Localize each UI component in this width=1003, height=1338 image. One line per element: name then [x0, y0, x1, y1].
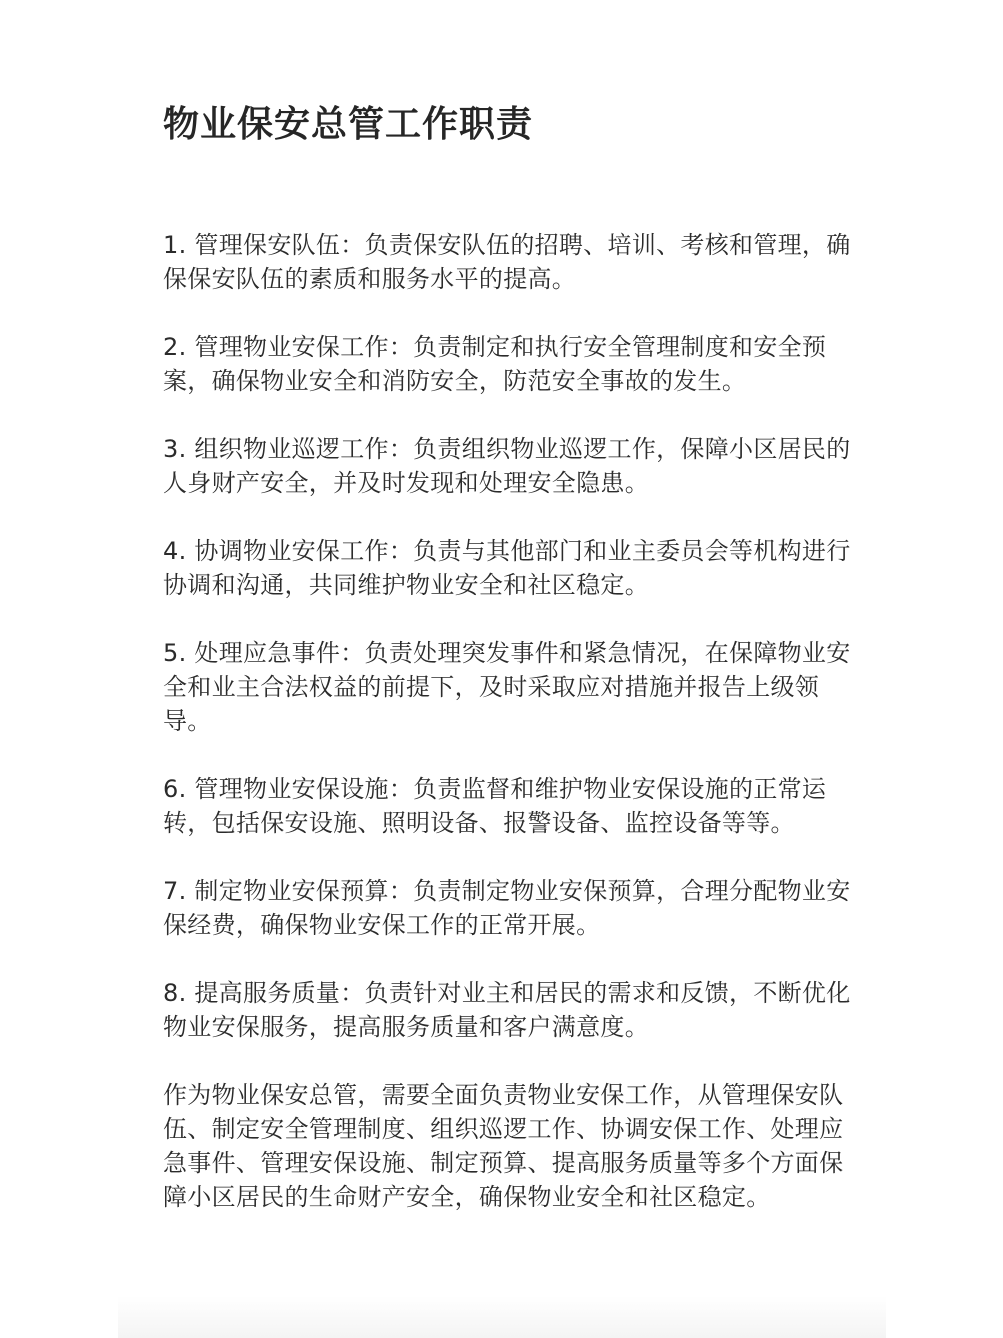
- duty-item-3: 3. 组织物业巡逻工作：负责组织物业巡逻工作，保障小区居民的人身财产安全，并及时发现和处理安全隐患。: [163, 435, 851, 497]
- duty-item-5: 5. 处理应急事件：负责处理突发事件和紧急情况，在保障物业安全和业主合法权益的前提下，及时采取应对措施并报告上级领导。: [163, 639, 851, 735]
- duty-item-7: 7. 制定物业安保预算：负责制定物业安保预算，合理分配物业安保经费，确保物业安保工作的正常开展。: [163, 877, 851, 939]
- summary-paragraph: 作为物业保安总管，需要全面负责物业安保工作，从管理保安队伍、制定安全管理制度、组织巡逻工作、协调安保工作、处理应急事件、管理安保设施、制定预算、提高服务质量等多个方面保障小区居民的生命财产安全，确保物业安全和社区稳定。: [163, 1081, 844, 1211]
- duty-item-6: 6. 管理物业安保设施：负责监督和维护物业安保设施的正常运转，包括保安设施、照明设备、报警设备、监控设备等等。: [163, 775, 827, 837]
- duty-item-4: 4. 协调物业安保工作：负责与其他部门和业主委员会等机构进行协调和沟通，共同维护物业安全和社区稳定。: [163, 537, 851, 599]
- duty-item-2: 2. 管理物业安保工作：负责制定和执行安全管理制度和安全预案，确保物业安全和消防安全，防范安全事故的发生。: [163, 333, 827, 395]
- page-bottom-edge: [118, 1296, 886, 1338]
- page-title: 物业保安总管工作职责: [163, 104, 534, 145]
- duty-item-8: 8. 提高服务质量：负责针对业主和居民的需求和反馈，不断优化物业安保服务，提高服务质量和客户满意度。: [163, 979, 851, 1041]
- document-body: [163, 228, 863, 1248]
- duty-item-1: 1. 管理保安队伍：负责保安队伍的招聘、培训、考核和管理，确保保安队伍的素质和服务水平的提高。: [163, 231, 851, 293]
